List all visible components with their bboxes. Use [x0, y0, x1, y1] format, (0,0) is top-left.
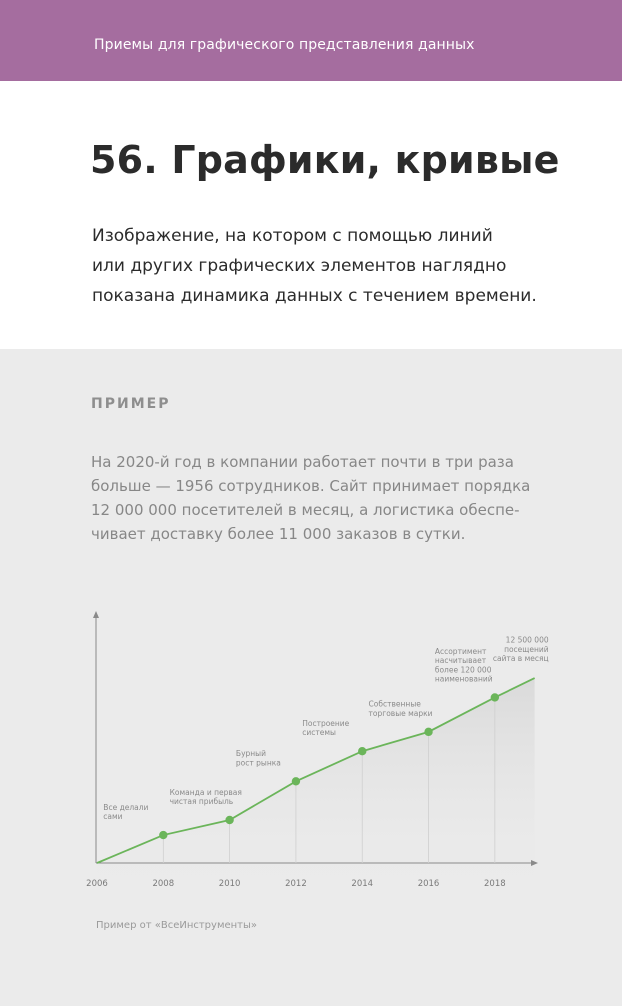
annotation-line: Ассортимент — [434, 646, 487, 656]
x-tick-label: 2008 — [152, 879, 175, 889]
annotation-line: посещений — [504, 644, 549, 654]
example-line: чивает доставку более 11 000 заказов в сутки. — [91, 525, 466, 543]
intro-section — [0, 81, 622, 349]
definition-text — [92, 221, 562, 311]
x-tick-label: 2006 — [86, 879, 108, 889]
definition-line: Изображение, на котором с помощью линий — [92, 226, 493, 246]
x-tick-label: 2012 — [285, 879, 307, 889]
data-point — [358, 747, 366, 755]
annotation-label — [435, 647, 493, 684]
definition-line: или других графических элементов наглядно — [92, 256, 507, 276]
annotation-line: Все делали — [103, 802, 149, 812]
annotation-line: Бурный — [235, 749, 266, 759]
header-bar — [0, 0, 622, 81]
annotation-label — [236, 749, 281, 767]
data-point — [424, 728, 432, 736]
annotation-line: сайта в месяц — [492, 654, 549, 664]
annotation-label — [493, 636, 549, 663]
annotation-label — [170, 788, 242, 806]
data-point — [292, 777, 300, 785]
example-line: 12 000 000 посетителей в месяц, а логистика обеспе- — [91, 501, 520, 519]
example-line: На 2020-й год в компании работает почти в три раза — [91, 453, 514, 471]
annotation-line: чистая прибыль — [169, 797, 234, 806]
x-tick-label: 2016 — [417, 879, 440, 889]
chart-caption: Пример от «ВсеИнструменты» — [96, 920, 258, 931]
annotation-line: 12 500 000 — [505, 635, 549, 645]
example-text — [91, 450, 551, 546]
x-tick-label: 2010 — [218, 879, 241, 889]
annotation-line: торговые марки — [368, 708, 433, 718]
annotation-line: Построение — [302, 719, 350, 728]
annotation-line: сами — [103, 812, 123, 822]
data-point — [159, 831, 167, 839]
header-title: Приемы для графического представления данных — [94, 37, 475, 53]
annotation-label — [103, 803, 148, 821]
annotation-label — [369, 700, 433, 718]
chart-plot-area — [86, 611, 549, 903]
example-line: больше — 1956 сотрудников. Сайт принимает порядка — [91, 477, 531, 495]
example-label: ПРИМЕР — [91, 396, 171, 412]
annotation-line: более 120 000 — [434, 665, 492, 675]
data-point — [491, 693, 499, 701]
annotation-line: рост рынка — [235, 758, 281, 768]
annotation-line: наименований — [434, 674, 493, 684]
data-point — [225, 816, 233, 824]
annotation-line: системы — [302, 728, 336, 738]
x-tick-label: 2014 — [351, 879, 374, 889]
line-chart — [0, 590, 622, 910]
annotation-line: насчитывает — [434, 656, 487, 666]
definition-line: показана динамика данных с течением времени. — [92, 286, 537, 306]
annotation-label — [302, 719, 349, 737]
page-title: 56. Графики, кривые — [90, 138, 560, 182]
annotation-line: Собственные — [368, 699, 421, 709]
y-axis-arrow — [93, 611, 99, 618]
x-tick-label: 2018 — [484, 879, 506, 889]
annotation-line: Команда и первая — [169, 787, 242, 797]
